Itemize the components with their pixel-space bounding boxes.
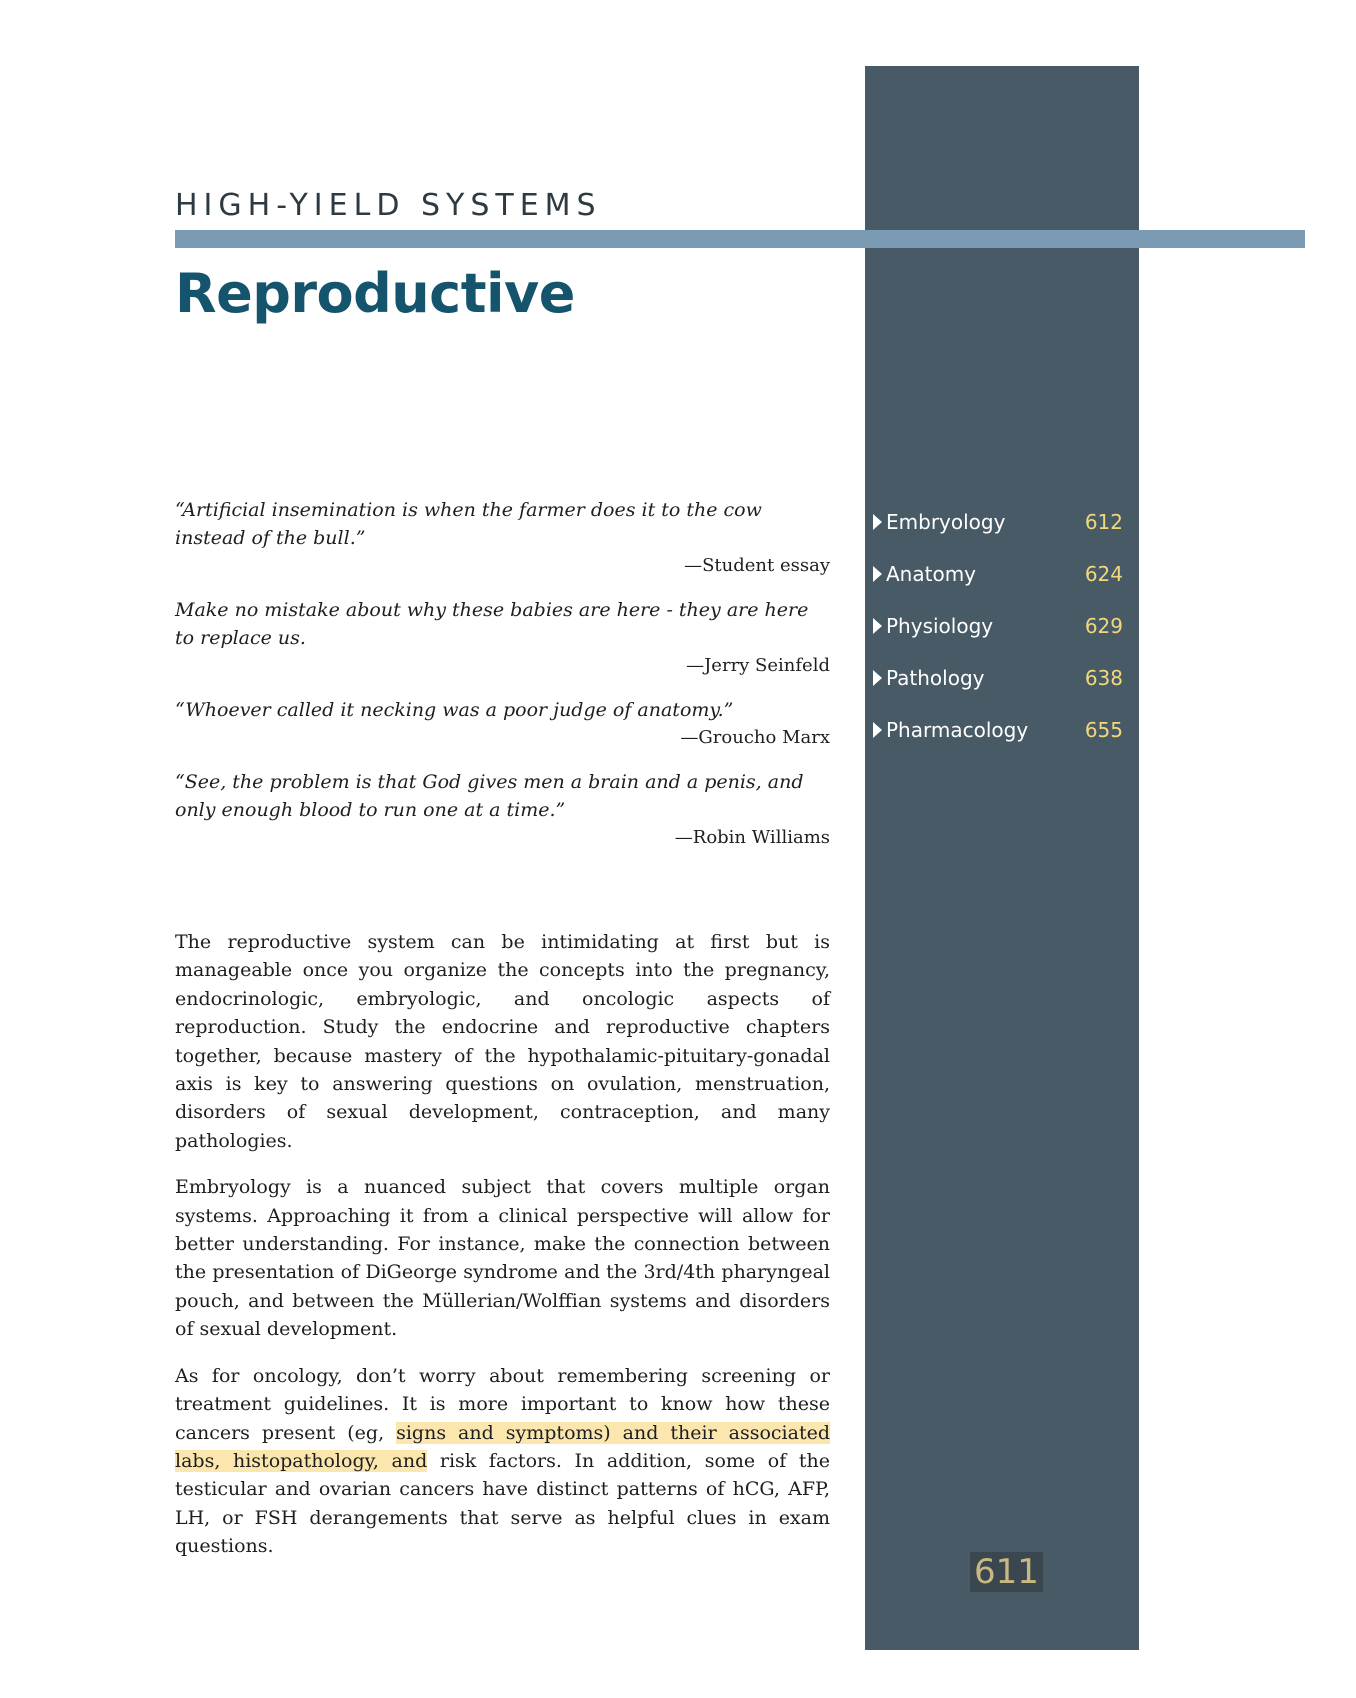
sidebar-panel [865,66,1139,1650]
chapter-title: Reproductive [175,262,575,325]
toc-page-number: 624 [1084,562,1123,586]
triangle-right-icon [873,670,882,686]
triangle-right-icon [873,618,882,634]
triangle-right-icon [873,566,882,582]
toc-item-pharmacology[interactable] [873,704,1123,756]
chapter-contents [873,496,1123,756]
paragraph-text: risk factors. In addition, some of the testicular and ovarian cancers have distinct patterns of hCG, AFP, LH, or FSH derangements that serve as helpful clues in exam questions. [175,1449,830,1558]
page-number: 611 [970,1552,1043,1592]
intro-paragraph: The reproductive system can be intimidating at first but is manageable once you organize the concepts into the pregnancy, endocrinologic, embryologic, and oncologic aspects of reproduction. Study the endocrine and reproductive chapters together, because mastery of the hypothalamic-pituitary-gonadal axis is key to answering questions on ovulation, menstruation, disorders of sexual development, contraception, and many pathologies. [175,931,830,1152]
toc-label: Physiology [886,614,994,638]
quote-author: —Jerry Seinfeld [686,655,830,676]
toc-page-number: 612 [1084,510,1123,534]
toc-item-embryology[interactable] [873,496,1123,548]
toc-page-number: 629 [1084,614,1123,638]
toc-item-anatomy[interactable] [873,548,1123,600]
quote [175,696,830,752]
toc-label: Embryology [886,510,1006,534]
quote-author: —Student essay [684,555,830,576]
quote-author: —Robin Williams [674,827,830,848]
toc-label: Pathology [886,666,985,690]
paragraph-text: As for oncology, don’t worry about remembering screening or treatment guidelines. It is more important to know how these cancers present (eg, [175,1364,830,1444]
triangle-right-icon [873,514,882,530]
quote-author: —Groucho Marx [680,727,830,748]
quote-text: “Whoever called it necking was a poor judge of anatomy.” [175,699,734,721]
triangle-right-icon [873,722,882,738]
toc-item-physiology[interactable] [873,600,1123,652]
toc-page-number: 638 [1084,666,1123,690]
quote [175,496,830,580]
quote [175,768,830,852]
toc-page-number: 655 [1084,718,1123,742]
highlighted-text: signs and symptoms) and their associated labs, histopathology, and [175,1421,830,1472]
epigraph-quotes [175,496,830,868]
intro-paragraph: Embryology is a nuanced subject that covers multiple organ systems. Approaching it from a clinical perspective will allow for better understanding. For instance, make the connection between the presentation of DiGeorge syndrome and the 3rd/4th pharyngeal pouch, and between the Müllerian/Wolffian systems and disorders of sexual development. [175,1176,830,1341]
toc-label: Anatomy [886,562,977,586]
section-label: HIGH-YIELD SYSTEMS [175,188,602,223]
header-rule [175,230,1305,248]
toc-item-pathology[interactable] [873,652,1123,704]
quote [175,596,830,680]
quote-text: Make no mistake about why these babies are here - they are here to replace us. [175,599,809,649]
intro-paragraph [175,1362,830,1561]
chapter-intro [175,928,830,1579]
quote-text: “See, the problem is that God gives men a brain and a penis, and only enough blood to run one at a time.” [175,771,804,821]
toc-label: Pharmacology [886,718,1029,742]
quote-text: “Artificial insemination is when the farmer does it to the cow instead of the bull.” [175,499,762,549]
